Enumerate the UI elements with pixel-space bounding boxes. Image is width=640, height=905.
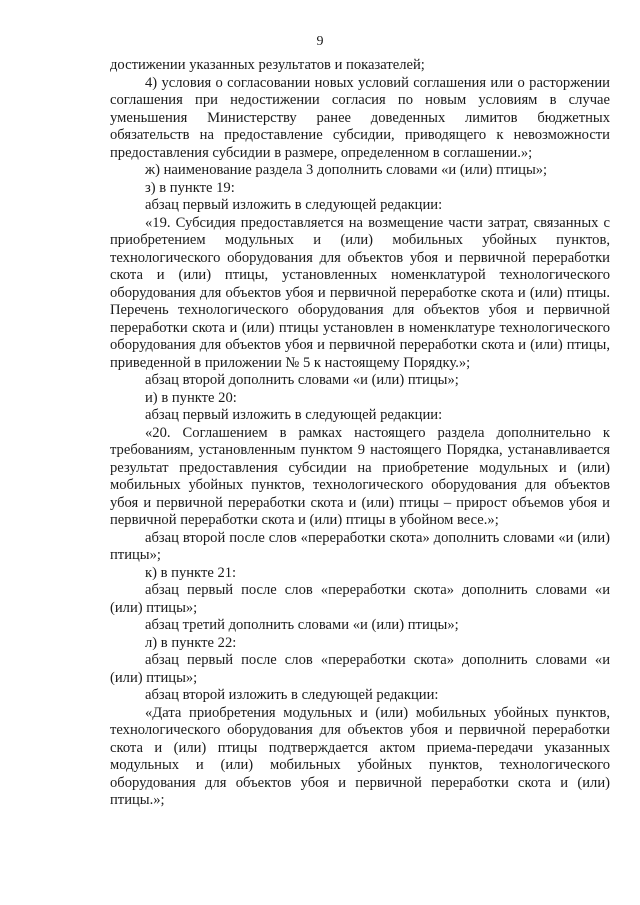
paragraph: л) в пункте 22: [145, 634, 237, 651]
paragraph: абзац третий дополнить словами «и (или) птицы»; [145, 617, 459, 633]
paragraph: «Дата приобретения модульных и (или) мобильных убойных пунктов, технологического оборудования для объектов убоя и первичной переработки скота и (или) птицы подтверждается актом приема-передачи указанных модульных и (или) мобильных убойных пунктов, технологического оборудования для объектов убоя и первичной переработки скота и (или) птицы.»; [110, 704, 610, 808]
paragraph: ж) наименование раздела 3 дополнить словами «и (или) птицы»; [145, 162, 548, 178]
paragraph: достижении указанных результатов и показателей; [110, 57, 425, 73]
page-number: 9 [316, 34, 324, 49]
paragraph: абзац первый изложить в следующей редакции: [145, 197, 443, 213]
paragraph: абзац второй после слов «переработки скота» дополнить словами «и (или) птицы»; [110, 529, 610, 563]
paragraph: з) в пункте 19: [145, 179, 235, 196]
paragraph: абзац второй дополнить словами «и (или) птицы»; [145, 372, 459, 388]
paragraph: 4) условия о согласовании новых условий соглашения или о расторжении соглашения при недостижении согласия по новым условиям в случае уменьшения Министерству ранее доведенных лимитов бюджетных обязательств на предоставление субсидии, приводящего к невозможности предоставления субсидии в размере, определенном в соглашении.»; [110, 74, 610, 161]
paragraph: «20. Соглашением в рамках настоящего раздела дополнительно к требованиям, установленным пунктом 9 настоящего Порядка, устанавливается результат предоставления субсидии на приобретение модульных и (или) мобильных убойных пунктов, технологического оборудования для объектов убоя и первичной переработки скота и (или) птицы – прирост объемов убоя и первичной переработки скота и (или) птицы в убойном весе.»; [110, 424, 610, 528]
paragraph: к) в пункте 21: [145, 564, 237, 581]
paragraph: и) в пункте 20: [145, 389, 237, 406]
paragraph: абзац второй изложить в следующей редакции: [145, 687, 439, 703]
paragraph: абзац первый изложить в следующей редакции: [145, 407, 443, 423]
paragraph: абзац первый после слов «переработки скота» дополнить словами «и (или) птицы»; [110, 582, 610, 616]
paragraph: абзац первый после слов «переработки скота» дополнить словами «и (или) птицы»; [110, 652, 610, 686]
paragraph: «19. Субсидия предоставляется на возмещение части затрат, связанных с приобретением модульных и (или) мобильных убойных пунктов, технологического оборудования для объектов убоя и первичной переработки скота и (или) птицы, установленных номенклатурой технологического оборудования для объектов убоя и первичной переработке скота и (или) птицы. Перечень технологического оборудования для объектов убоя и первичной переработки скота и (или) птицы установлен в номенклатуре технологического оборудования для объектов убоя и первичной переработки скота и (или) птицы, приведенной в приложении № 5 к настоящему Порядку.»; [110, 214, 610, 371]
document-body [110, 57, 610, 810]
